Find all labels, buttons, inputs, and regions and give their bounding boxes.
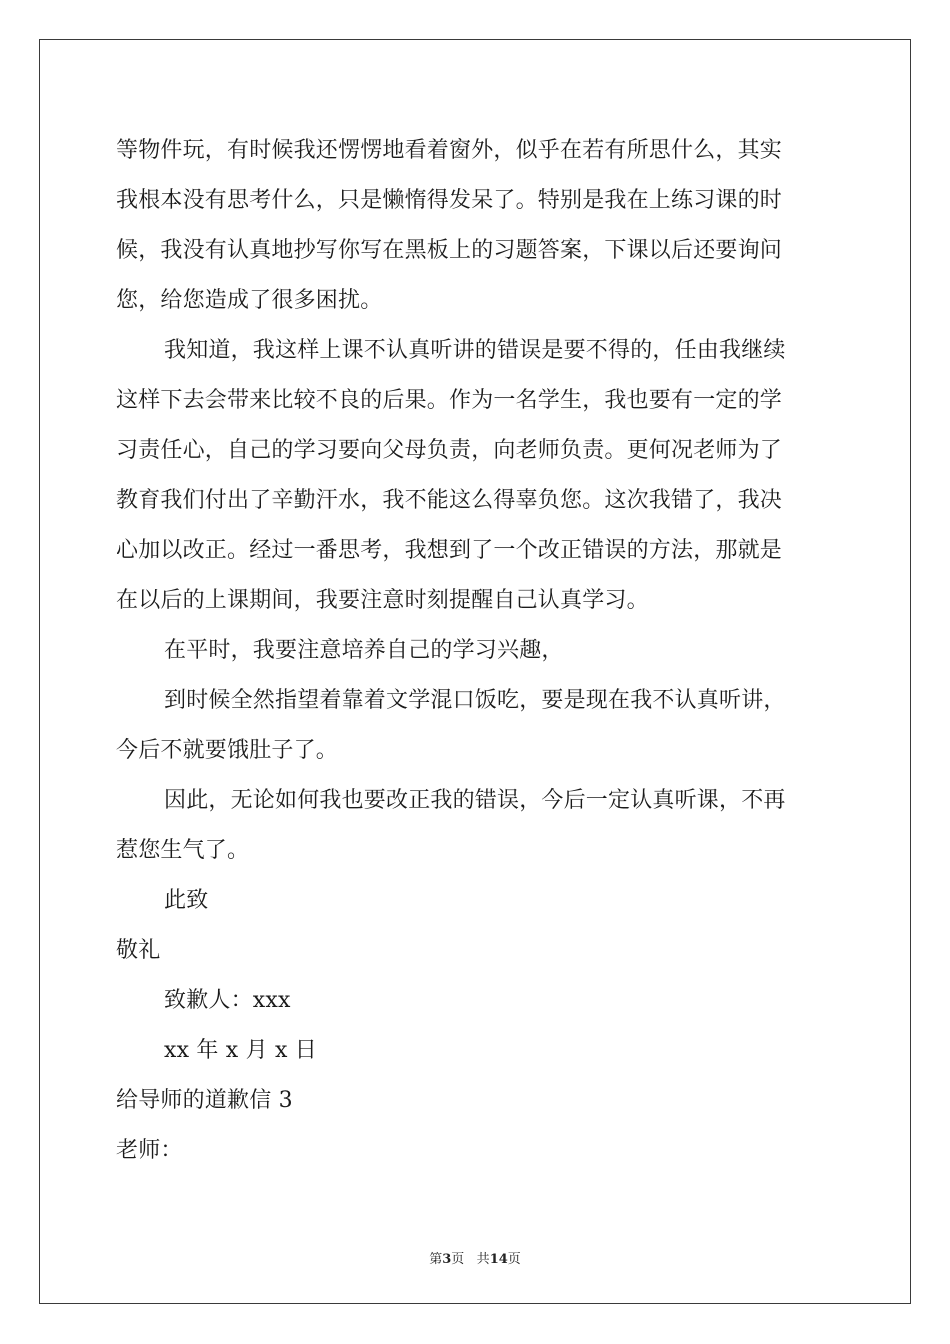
- text-line-4: 您，给您造成了很多困扰。: [116, 288, 383, 313]
- total-suffix: 页: [507, 1252, 521, 1267]
- page-number: 3: [442, 1252, 452, 1267]
- text-line-8: 教育我们付出了辛勤汗水，我不能这么得辜负您。这次我错了，我决: [116, 488, 783, 513]
- document-body: [116, 126, 836, 1176]
- text-line-6: 这样下去会带来比较不良的后果。作为一名学生，我也要有一定的学: [116, 388, 783, 413]
- text-line-1: 等物件玩，有时候我还愣愣地看着窗外，似乎在若有所思什么，其实: [116, 138, 783, 163]
- text-line-10: 在以后的上课期间，我要注意时刻提醒自己认真学习。: [116, 588, 649, 613]
- total-prefix: 共: [476, 1252, 490, 1267]
- date-line: xx 年 x 月 x 日: [164, 1038, 317, 1063]
- closing-salutation: 此致: [164, 888, 209, 913]
- total-pages: 14: [489, 1252, 508, 1267]
- text-line-11: 在平时，我要注意培养自己的学习兴趣，: [164, 638, 564, 663]
- text-line-14: 因此，无论如何我也要改正我的错误，今后一定认真听课，不再: [164, 788, 786, 813]
- closing-regards: 敬礼: [116, 938, 161, 963]
- page-suffix: 页: [451, 1252, 465, 1267]
- text-line-15: 惹您生气了。: [116, 838, 250, 863]
- text-line-5: 我知道，我这样上课不认真听讲的错误是要不得的，任由我继续: [164, 338, 786, 363]
- text-line-2: 我根本没有思考什么，只是懒惰得发呆了。特别是我在上练习课的时: [116, 188, 783, 213]
- section-title: 给导师的道歉信 3: [116, 1088, 293, 1113]
- greeting-line: 老师：: [116, 1138, 183, 1163]
- text-line-3: 候，我没有认真地抄写你写在黑板上的习题答案，下课以后还要询问: [116, 238, 783, 263]
- text-line-13: 今后不就要饿肚子了。: [116, 738, 339, 763]
- text-line-7: 习责任心，自己的学习要向父母负责，向老师负责。更何况老师为了: [116, 438, 783, 463]
- signature-line: 致歉人：xxx: [164, 988, 291, 1013]
- page-prefix: 第: [429, 1252, 443, 1267]
- page-footer: [0, 1248, 950, 1267]
- text-line-9: 心加以改正。经过一番思考，我想到了一个改正错误的方法，那就是: [116, 538, 783, 563]
- text-line-12: 到时候全然指望着靠着文学混口饭吃，要是现在我不认真听讲，: [164, 688, 786, 713]
